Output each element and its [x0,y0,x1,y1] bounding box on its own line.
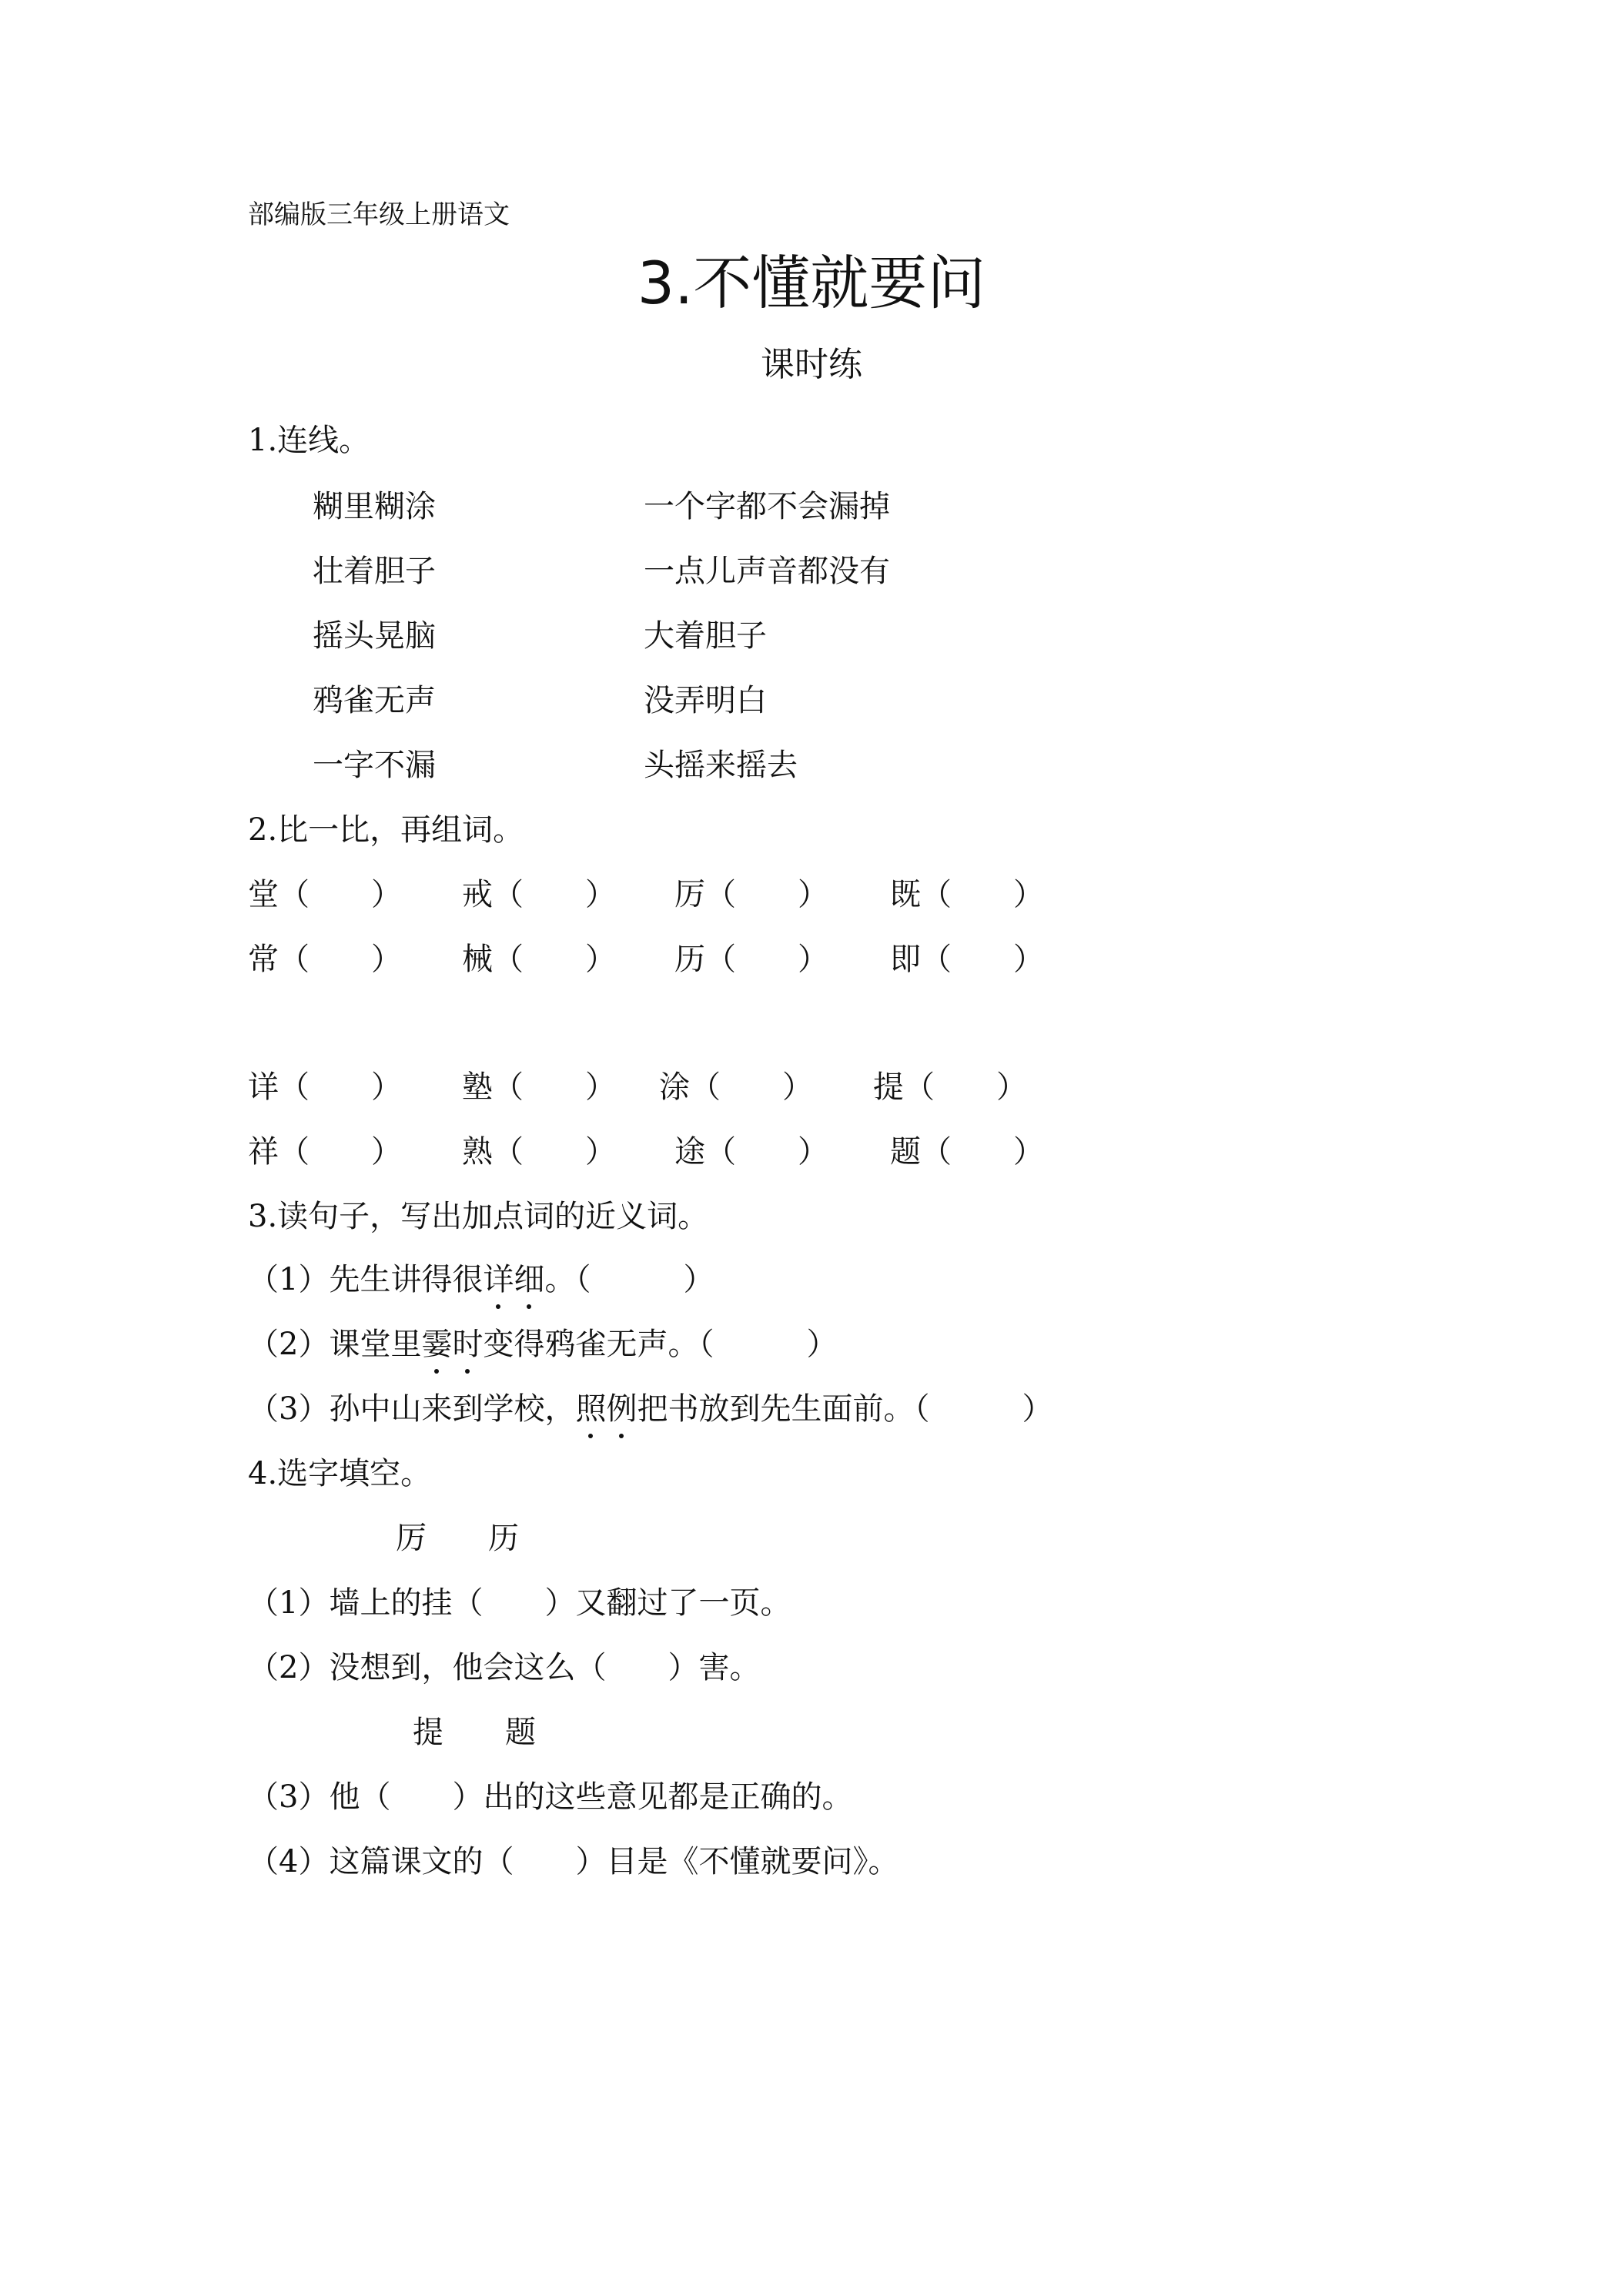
q2-word-slot: 提（ ） [873,1069,1027,1105]
q2-word-slot: 塾（ ） [462,1069,616,1105]
q1-left-term: 摇头晃脑 [313,618,436,654]
q2-word-slot: 即（ ） [890,942,1044,977]
q3-sentence-1 [248,1264,714,1295]
q1-right-meaning: 一点儿声音都没有 [644,554,890,589]
q4-choice-pair: 厉 历 [396,1521,519,1556]
q4-sentence: （4）这篇课文的（ ）目是《不懂就要问》。 [248,1844,899,1879]
dotted-char: 霎 [421,1327,453,1362]
q4-sentence: （3）他（ ）出的这些意见都是正确的。 [248,1779,853,1815]
q1-right-meaning: 一个字都不会漏掉 [644,489,890,524]
q2-word-slot: 戒（ ） [462,877,616,912]
q3-sentence-2 [248,1329,837,1360]
q2-word-slot: 涂（ ） [659,1069,813,1105]
q3-sentence-text: （3）孙中山来到学校， [248,1391,576,1427]
q1-right-meaning: 头摇来摇去 [644,748,798,783]
q2-word-slot: 详（ ） [248,1069,402,1105]
dotted-char: 时 [452,1327,484,1362]
grade-label: 部编版三年级上册语文 [248,199,510,230]
dotted-char: 照 [575,1391,607,1427]
q2-word-slot: 堂（ ） [248,877,402,912]
q1-right-meaning: 没弄明白 [644,683,767,718]
q4-sentence: （1）墙上的挂（ ）又翻过了一页。 [248,1585,791,1621]
q1-left-term: 一字不漏 [313,748,436,783]
q2-word-slot: 途（ ） [674,1134,828,1170]
q3-sentence-text: （1）先生讲得很 [248,1262,484,1297]
q1-heading: 1.连线。 [248,423,370,458]
q2-word-slot: 祥（ ） [248,1134,402,1170]
q2-word-slot: 题（ ） [890,1134,1044,1170]
q3-sentence-text: 变得鸦雀无声。（ ） [483,1327,838,1362]
dotted-char: 细 [514,1262,545,1297]
lesson-title: 3.不懂就要问 [637,249,986,317]
q2-word-slot: 熟（ ） [462,1134,616,1170]
q2-word-slot: 械（ ） [462,942,616,977]
q1-left-term: 壮着胆子 [313,554,436,589]
q3-sentence-text: （2）课堂里 [248,1327,422,1362]
q3-sentence-text: 把书放到先生面前。（ ） [637,1391,1053,1427]
q2-heading: 2.比一比，再组词。 [248,812,524,848]
q1-left-term: 鸦雀无声 [313,683,436,718]
q2-word-slot: 常（ ） [248,942,402,977]
q3-sentence-3 [248,1391,1053,1427]
q3-sentence-text: 。（ ） [544,1262,714,1297]
dotted-char: 例 [606,1391,637,1427]
q4-heading: 4.选字填空。 [248,1456,432,1491]
q2-word-slot: 历（ ） [674,942,828,977]
q2-word-slot: 厉（ ） [674,877,828,912]
q1-right-meaning: 大着胆子 [644,618,767,654]
q3-heading: 3.读句子，写出加点词的近义词。 [248,1199,709,1234]
q1-left-term: 糊里糊涂 [313,489,436,524]
lesson-subtitle: 课时练 [761,345,862,384]
q4-choice-pair: 提 题 [413,1715,536,1750]
dotted-char: 详 [483,1262,514,1297]
q2-word-slot: 既（ ） [890,877,1044,912]
q4-sentence: （2）没想到，他会这么（ ）害。 [248,1650,761,1685]
